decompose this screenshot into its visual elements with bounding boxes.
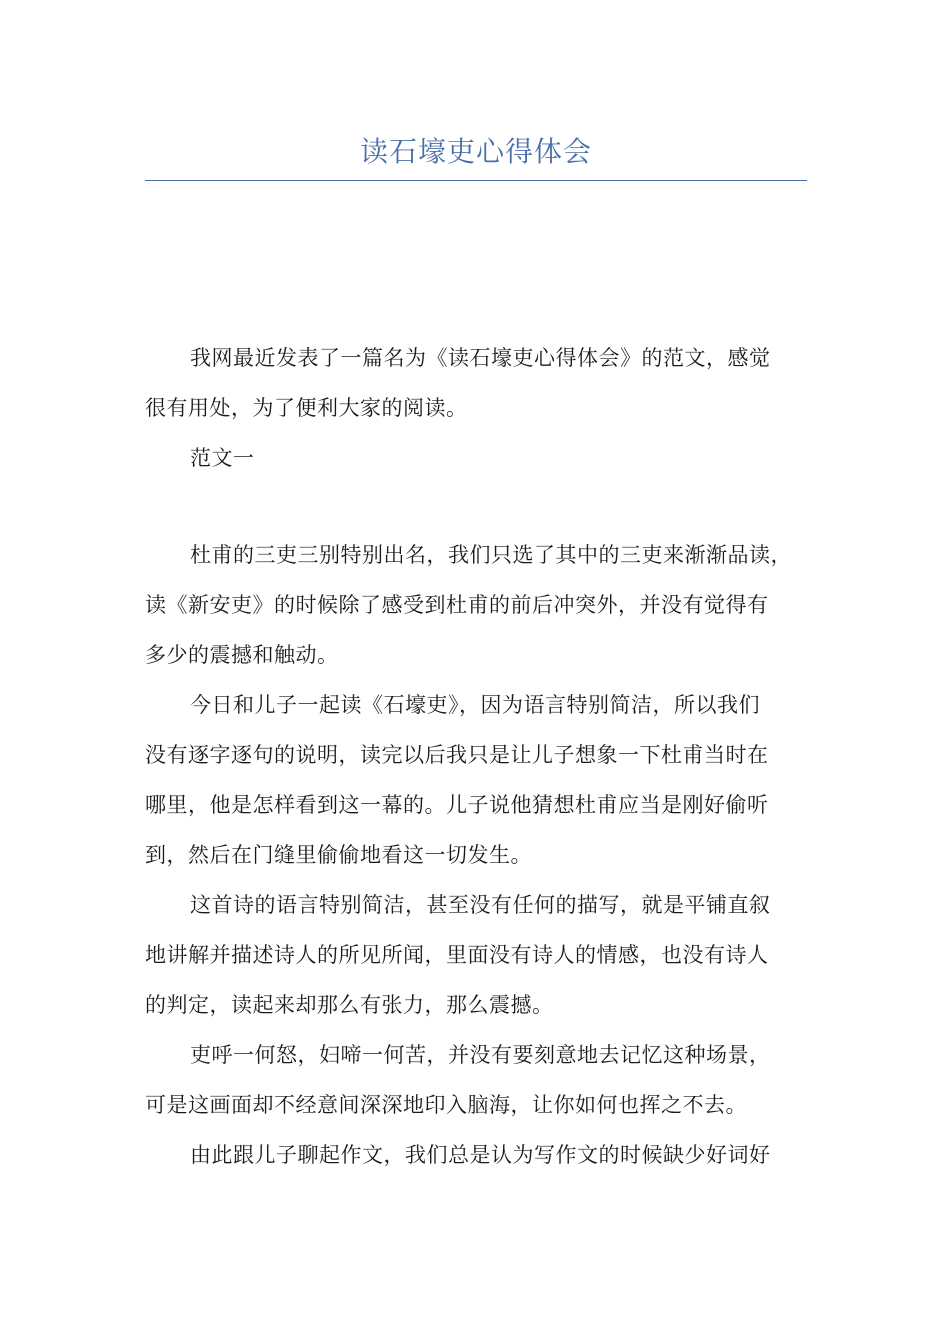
text-line: 今日和儿子一起读《石壕吏》，因为语言特别简洁，所以我们 [190,693,760,717]
text-line: 多少的震撼和触动。 [145,643,339,667]
text-line: 吏呼一何怒，妇啼一何苦，并没有要刻意地去记忆这种场景， [190,1043,771,1067]
text-line: 读《新安吏》的时候除了感受到杜甫的前后冲突外，并没有觉得有 [145,593,769,617]
text-line: 范文一 [190,446,255,470]
paragraph-body [145,880,807,1030]
title-underline [145,180,807,181]
text-line: 哪里，他是怎样看到这一幕的。儿子说他猜想杜甫应当是刚好偷听 [145,793,769,817]
text-line: 没有逐字逐句的说明，读完以后我只是让儿子想象一下杜甫当时在 [145,743,769,767]
text-line: 我网最近发表了一篇名为《读石壕吏心得体会》的范文，感觉 [190,346,771,370]
paragraph-intro [145,333,807,433]
document-title: 读石壕吏心得体会 [359,135,592,168]
paragraph-body [145,1030,807,1130]
text-line: 的判定，读起来却那么有张力，那么震撼。 [145,993,554,1017]
paragraph-body [145,1130,807,1180]
text-line: 这首诗的语言特别简洁，甚至没有任何的描写，就是平铺直叙 [190,893,771,917]
paragraph-body [145,680,807,880]
text-line: 由此跟儿子聊起作文，我们总是认为写作文的时候缺少好词好 [190,1143,771,1167]
paragraph-heading [145,433,807,483]
paragraph-body [145,530,807,680]
text-line: 杜甫的三吏三别特别出名，我们只选了其中的三吏来渐渐品读， [190,543,792,567]
text-line: 地讲解并描述诗人的所见所闻，里面没有诗人的情感，也没有诗人 [145,943,769,967]
text-line: 到，然后在门缝里偷偷地看这一切发生。 [145,843,532,867]
text-line: 很有用处，为了便利大家的阅读。 [145,396,468,420]
text-line: 可是这画面却不经意间深深地印入脑海，让你如何也挥之不去。 [145,1093,747,1117]
